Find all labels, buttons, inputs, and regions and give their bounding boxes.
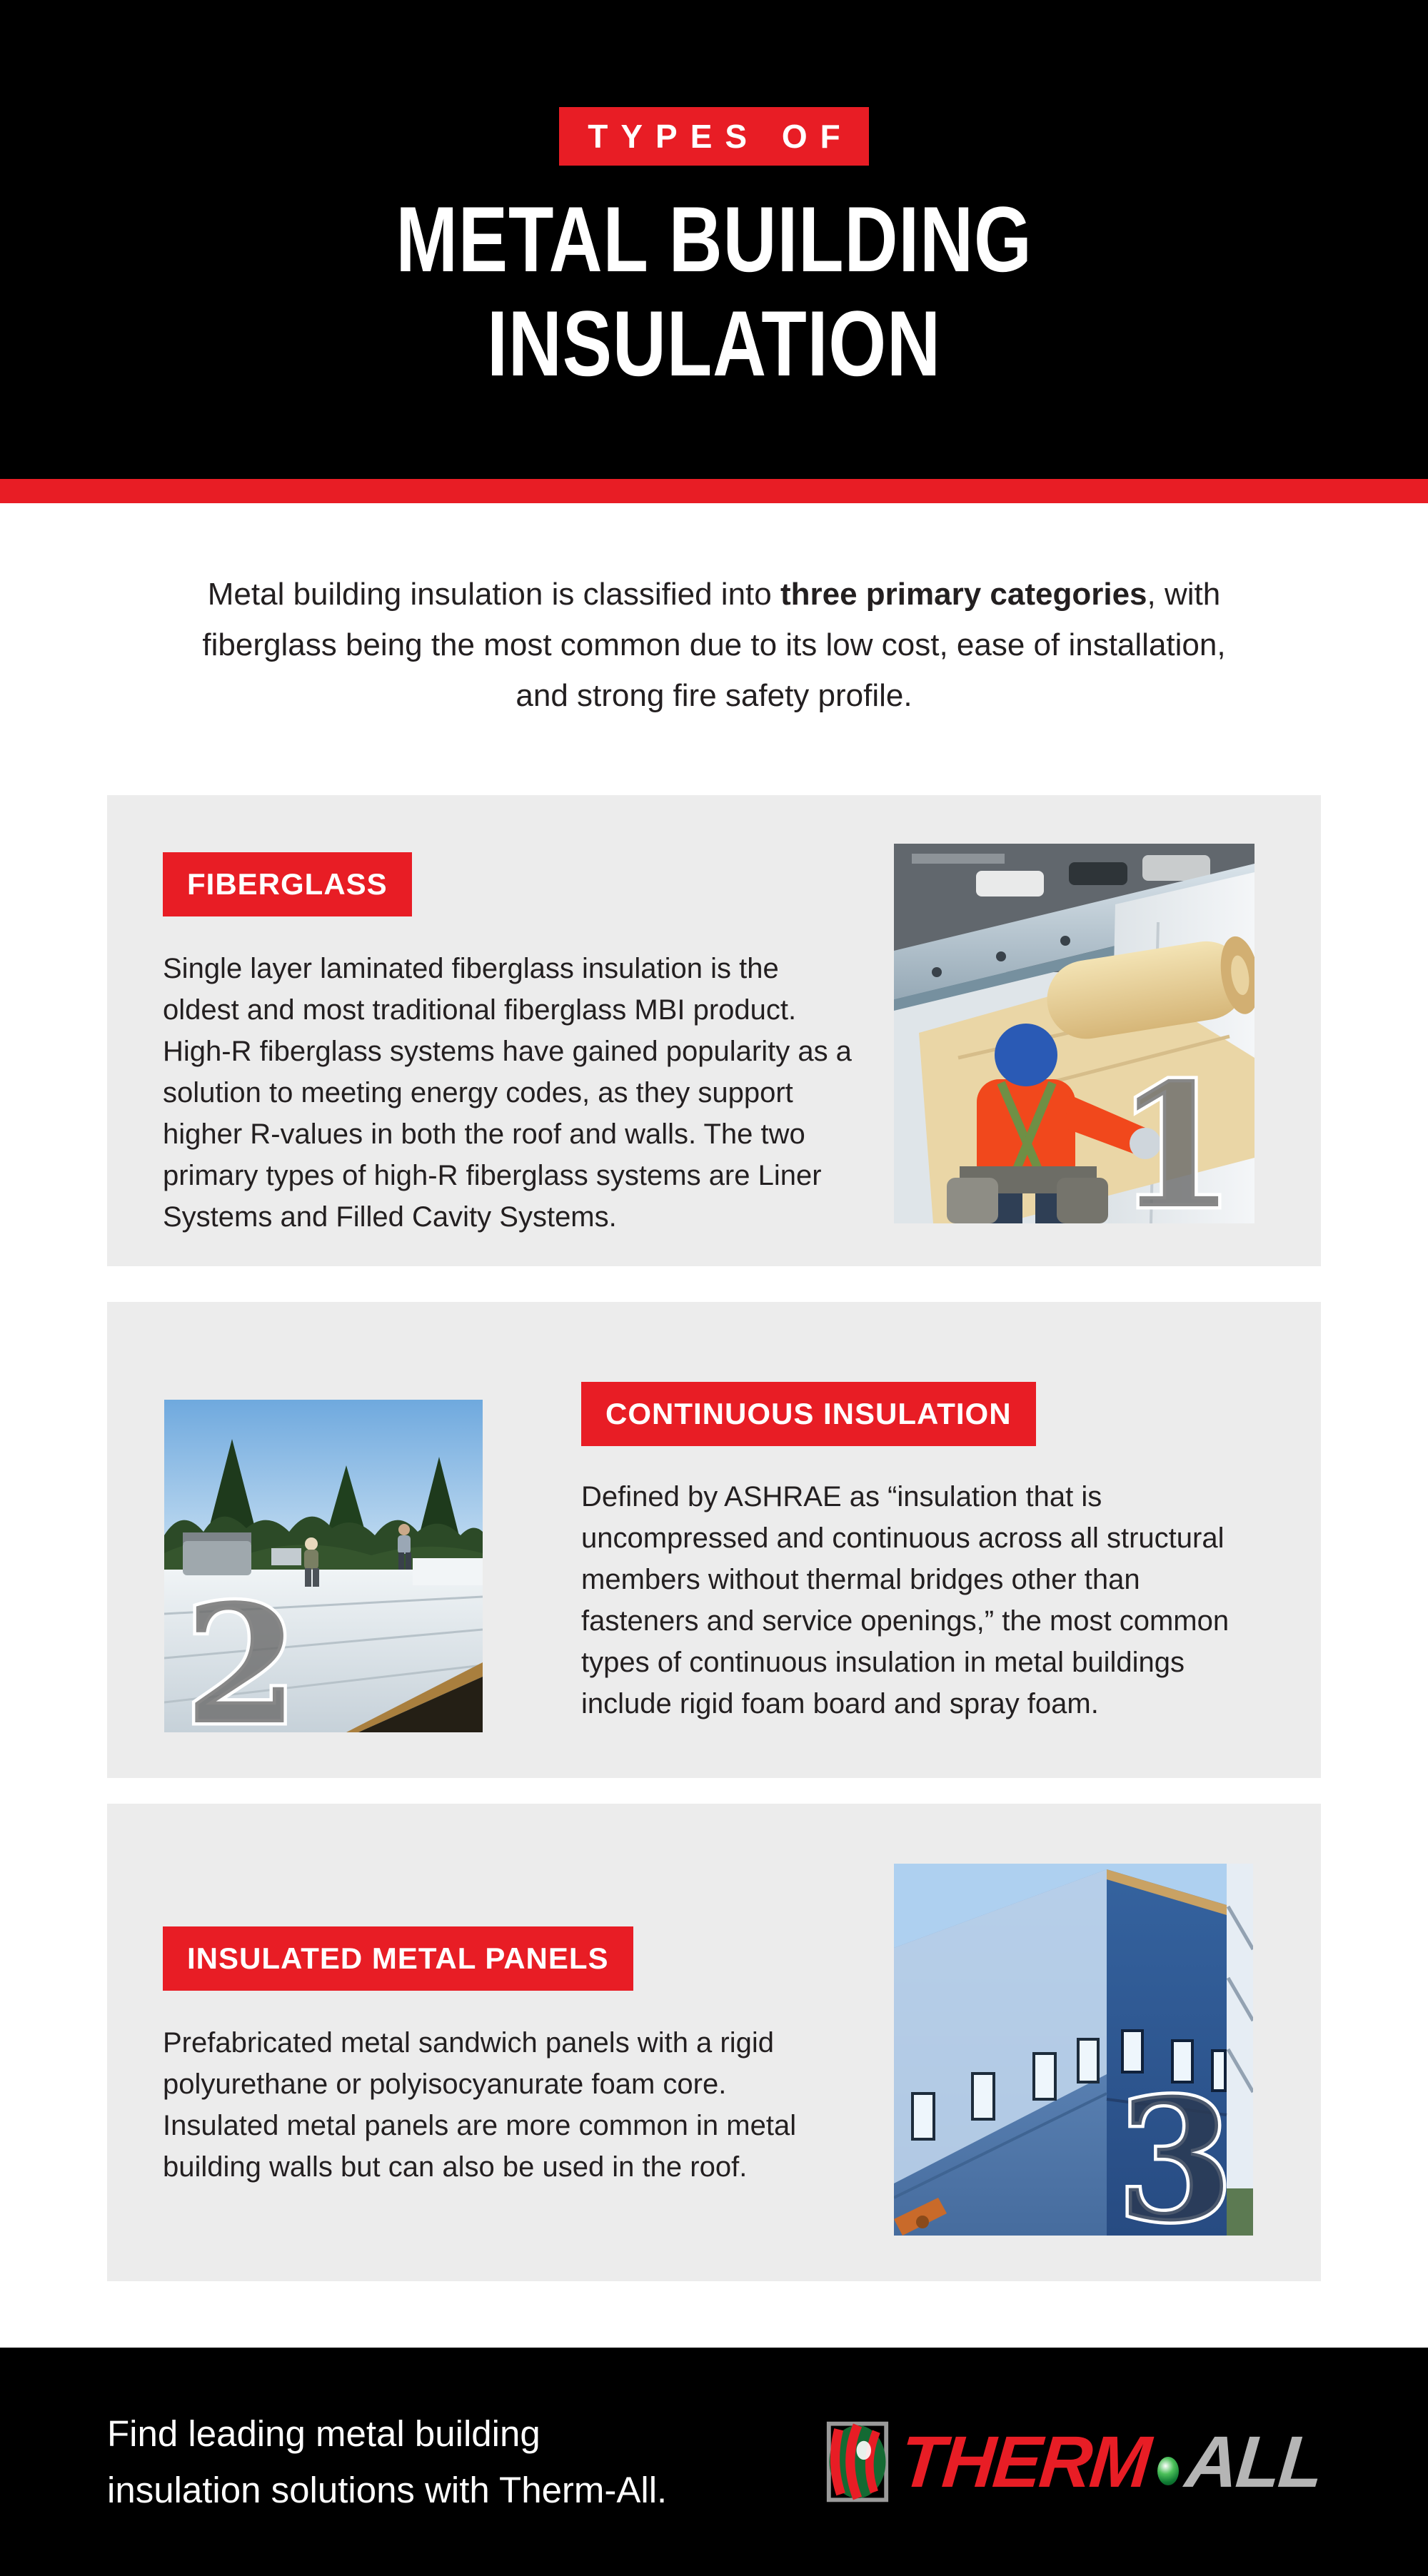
insulated-metal-panels-body: Prefabricated metal sandwich panels with a rigid polyurethane or polyisocyanurate foam core. Insulated metal panels are more common in metal building walls but can also be used in the roof. xyxy=(163,2027,797,2183)
footer-text-line-2: insulation solutions with Therm-All. xyxy=(107,2470,668,2510)
photo-number-overlay xyxy=(894,1864,1253,2236)
photo-number-3: 3 xyxy=(1117,2062,1234,2236)
fiberglass-label: FIBERGLASS xyxy=(163,852,412,916)
intro-text-1: Metal building insulation is classified into xyxy=(207,577,780,612)
insulated-metal-panels-photo xyxy=(894,1864,1253,2236)
continuous-insulation-body: Defined by ASHRAE as “insulation that is uncompressed and continuous across all structural members without thermal bridges other than fasteners and service openings,” the most common types of continuous insulation in metal buildings include rigid foam board and spray foam. xyxy=(581,1481,1230,1719)
fiberglass-body: Single layer laminated fiberglass insulation is the oldest and most traditional fiberglass MBI product. High-R fiberglass systems have gained popularity as a solution to meeting energy codes, as they support higher R-values in both the roof and walls. The two primary types of high-R fiberglass systems are Liner Systems and Filled Cavity Systems. xyxy=(163,953,852,1233)
insulated-metal-panels-label: INSULATED METAL PANELS xyxy=(163,1926,633,1991)
red-divider xyxy=(0,479,1428,503)
fiberglass-photo xyxy=(894,844,1254,1223)
continuous-insulation-photo xyxy=(164,1400,483,1732)
page-title xyxy=(0,187,1428,395)
photo-number-overlay xyxy=(894,844,1254,1223)
footer-text xyxy=(107,2405,667,2518)
flame-globe-icon xyxy=(826,2421,889,2502)
card-insulated-metal-panels xyxy=(107,1804,1321,2281)
logo-therm-text: THERM xyxy=(897,2420,1152,2502)
card-continuous-insulation xyxy=(107,1302,1321,1778)
intro-paragraph xyxy=(193,503,1235,721)
photo-number-overlay xyxy=(164,1400,483,1732)
photo-number-1: 1 xyxy=(1116,1046,1235,1223)
page-title-line-2: INSULATION xyxy=(487,291,941,395)
logo-green-dot-icon xyxy=(1157,2457,1179,2485)
footer-text-line-1: Find leading metal building xyxy=(107,2413,540,2454)
continuous-insulation-label: CONTINUOUS INSULATION xyxy=(581,1382,1036,1446)
intro-text-2: , with fiberglass being the most common due to its low cost, ease of installation, and strong fire safety profile. xyxy=(202,577,1226,713)
intro-text-bold: three primary categories xyxy=(780,577,1147,612)
types-of-badge: TYPES OF xyxy=(559,107,868,166)
footer xyxy=(0,2348,1428,2576)
page-title-line-1: METAL BUILDING xyxy=(396,187,1032,291)
header xyxy=(0,0,1428,479)
photo-number-2: 2 xyxy=(184,1569,299,1732)
therm-all-logo xyxy=(826,2420,1325,2504)
card-fiberglass xyxy=(107,795,1321,1266)
logo-all-text: ALL xyxy=(1182,2420,1325,2502)
